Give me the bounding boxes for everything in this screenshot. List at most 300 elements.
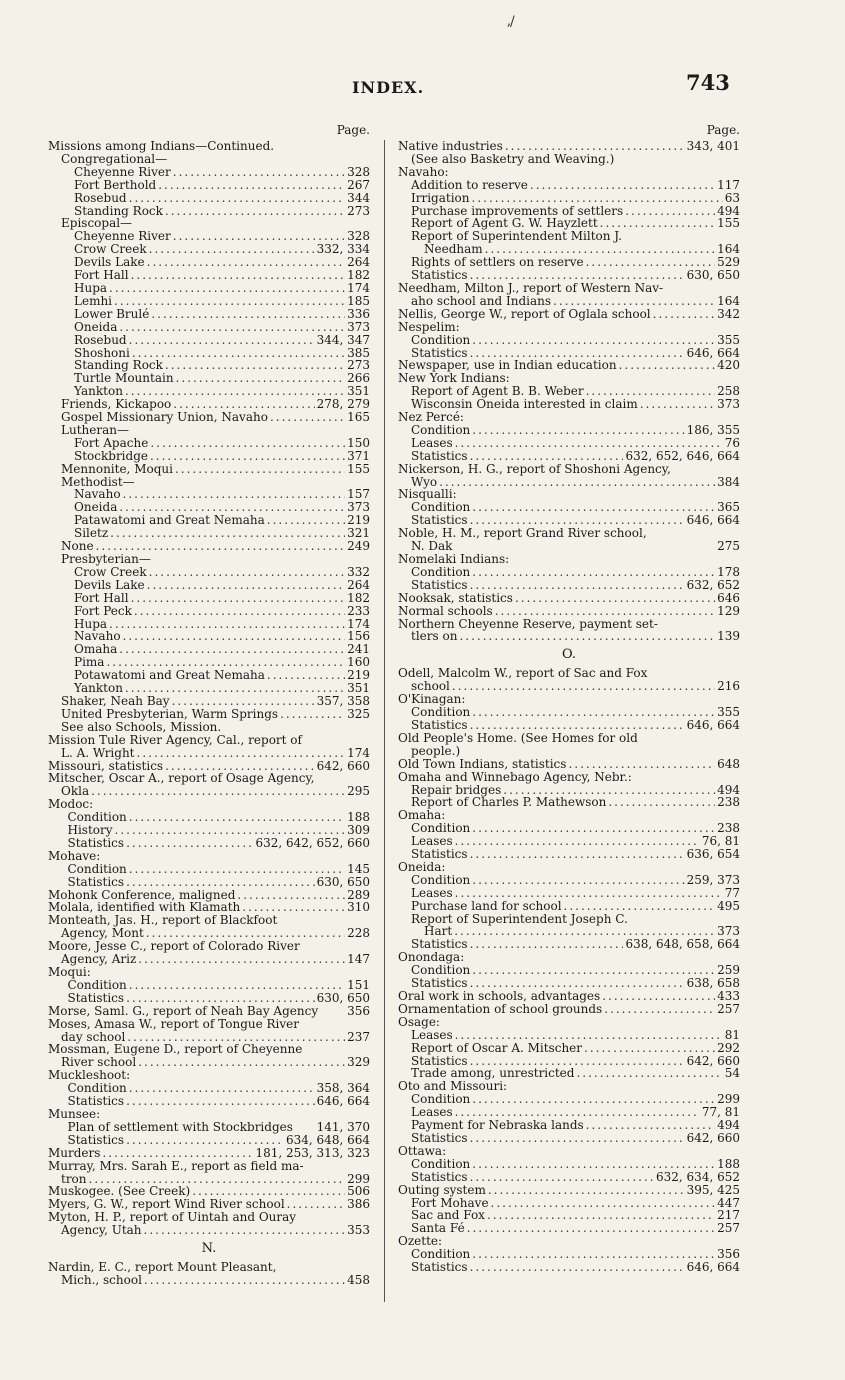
index-entry	[398, 334, 740, 347]
entry-page: 160	[347, 655, 370, 670]
entry-text: Leases	[411, 834, 453, 849]
index-entry	[48, 1018, 370, 1031]
entry-page: 646, 664	[686, 717, 740, 732]
entry-page: 358, 364	[316, 1081, 370, 1096]
leader-dots	[470, 450, 624, 463]
leader-dots	[472, 964, 715, 977]
entry-text: Normal schools	[398, 603, 493, 618]
entry-page: 292	[717, 1040, 740, 1055]
index-entry	[398, 732, 740, 745]
entry-page: 77, 81	[701, 1105, 740, 1120]
leader-dots	[150, 450, 345, 463]
entry-text: Oral work in schools, advantages	[398, 989, 601, 1003]
index-entry	[48, 166, 370, 179]
index-entry	[398, 140, 740, 153]
index-entry	[398, 796, 740, 809]
index-entry	[48, 992, 370, 1005]
entry-page: 632, 642, 652, 660	[255, 835, 370, 850]
entry-text: Omaha	[74, 642, 118, 657]
leader-dots	[149, 566, 345, 579]
entry-page: 181, 253, 313, 323	[255, 1145, 370, 1160]
entry-text: Hupa	[74, 616, 108, 631]
entry-text: Moore, Jesse C., report of Colorado River	[48, 939, 300, 954]
entry-page: 174	[347, 616, 370, 631]
entry-text: Nomelaki Indians:	[398, 552, 510, 566]
entry-page: 329	[347, 1055, 370, 1070]
entry-text: Yankton	[74, 384, 123, 399]
entry-page: 529	[717, 255, 740, 270]
entry-text: Crow Creek	[74, 564, 147, 579]
leader-dots	[144, 1224, 346, 1237]
entry-text: Statistics	[411, 345, 468, 360]
leader-dots	[564, 900, 716, 913]
entry-page: 494	[717, 203, 740, 218]
leader-dots	[455, 1029, 723, 1042]
entry-page: 267	[347, 177, 370, 192]
entry-text: Standing Rock	[74, 203, 163, 218]
entry-text: Statistics	[411, 717, 468, 732]
entry-page: 76, 81	[701, 834, 740, 849]
entry-text: Modoc:	[48, 797, 94, 812]
entry-text: Oneida	[74, 500, 118, 515]
entry-page: 182	[347, 590, 370, 605]
entry-page: 344, 347	[316, 332, 370, 347]
leader-dots	[144, 1274, 345, 1287]
leader-dots	[267, 514, 345, 527]
leader-dots	[472, 192, 723, 205]
entry-text: Northern Cheyenne Reserve, payment set-	[398, 616, 658, 631]
entry-page: 642, 660	[686, 1130, 740, 1145]
index-entry	[48, 153, 370, 166]
leader-dots	[131, 592, 346, 605]
index-entry	[398, 719, 740, 732]
index-entry	[48, 1005, 370, 1018]
leader-dots	[147, 579, 345, 592]
entry-text: school	[411, 679, 450, 694]
index-entry	[48, 824, 370, 837]
leader-dots	[176, 372, 346, 385]
leader-dots	[147, 256, 345, 269]
entry-page: 266	[347, 371, 370, 386]
entry-text: Congregational—	[61, 151, 168, 166]
leader-dots	[455, 887, 723, 900]
entry-text: Siletz	[74, 526, 109, 541]
entry-page: 642, 660	[316, 758, 370, 773]
entry-text: Potawatomi and Great Nemaha	[74, 668, 265, 683]
leader-dots	[123, 488, 346, 501]
entry-text: Crow Creek	[74, 242, 147, 257]
leader-dots	[495, 605, 715, 618]
index-entry	[48, 321, 370, 334]
entry-text: Sac and Fox	[411, 1208, 485, 1223]
index-entry	[398, 579, 740, 592]
index-entry	[398, 1184, 740, 1197]
entry-text: Santa Fé	[411, 1221, 465, 1236]
leader-dots	[129, 192, 345, 205]
leader-dots	[608, 796, 715, 809]
page-number: 743	[686, 70, 730, 95]
entry-text: people.)	[411, 743, 461, 758]
entry-page: 433	[717, 989, 740, 1003]
entry-text: Outing system	[398, 1182, 486, 1197]
page-mark-left: ʼ	[506, 22, 511, 38]
entry-text: Oneida	[74, 319, 118, 334]
entry-text: Statistics	[411, 577, 468, 592]
entry-text: tron	[61, 1171, 87, 1186]
entry-page: 336	[347, 306, 370, 321]
entry-text: Patawatomi and Great Nemaha	[74, 513, 265, 528]
leader-dots	[158, 179, 345, 192]
entry-text: Mich., school	[61, 1272, 142, 1287]
index-entry	[48, 553, 370, 566]
entry-page: 164	[717, 293, 740, 308]
index-entry	[398, 771, 740, 784]
index-entry	[48, 179, 370, 192]
index-entry	[48, 295, 370, 308]
entry-page: 638, 658	[686, 976, 740, 991]
entry-text: Trade among, unrestricted	[411, 1066, 575, 1081]
entry-text: aho school and Indians	[411, 293, 552, 308]
leader-dots	[126, 1134, 284, 1147]
index-entry	[398, 887, 740, 900]
leader-dots	[553, 295, 715, 308]
entry-text: Fort Hall	[74, 590, 129, 605]
entry-text: Missions among Indians—Continued.	[48, 139, 275, 153]
leader-dots	[134, 605, 345, 618]
index-entry	[398, 900, 740, 913]
entry-text: Odell, Malcolm W., report of Sac and Fox	[398, 666, 648, 681]
entry-text: Condition	[67, 861, 127, 876]
index-entry	[48, 579, 370, 592]
entry-text: Condition	[411, 500, 471, 515]
index-entry	[48, 282, 370, 295]
entry-page: 299	[717, 1092, 740, 1107]
entry-text: Nellis, George W., report of Oglala school	[398, 306, 651, 321]
index-entry	[398, 295, 740, 308]
entry-page: 632, 652	[686, 577, 740, 592]
entry-text: Hart	[424, 924, 453, 939]
entry-page: 332, 334	[316, 242, 370, 257]
entry-page: 219	[347, 513, 370, 528]
leader-dots	[576, 1067, 722, 1080]
entry-page: 182	[347, 268, 370, 283]
entry-text: N. Dak	[411, 539, 453, 554]
entry-page: 353	[347, 1223, 370, 1238]
leader-dots	[119, 643, 345, 656]
entry-page: 356	[717, 1247, 740, 1262]
entry-text: tlers on	[411, 629, 458, 644]
entry-page: 328	[347, 164, 370, 179]
index-entry	[398, 1261, 740, 1274]
leader-dots	[270, 411, 345, 424]
entry-page: 188	[717, 1156, 740, 1171]
entry-page: 646, 664	[686, 345, 740, 360]
entry-page: 186, 355	[686, 422, 740, 437]
entry-page: 238	[717, 821, 740, 836]
index-entry	[398, 605, 740, 618]
entry-text: Statistics	[411, 448, 468, 463]
entry-text: Condition	[411, 564, 471, 579]
entry-page: 188	[347, 810, 370, 825]
entry-text: Condition	[411, 1092, 471, 1107]
entry-page: 145	[347, 861, 370, 876]
entry-page: 642, 660	[686, 1053, 740, 1068]
index-entry	[48, 863, 370, 876]
entry-page: 150	[347, 435, 370, 450]
leader-dots	[137, 747, 346, 760]
leader-dots	[91, 785, 345, 798]
entry-text: None	[61, 539, 94, 554]
entry-text: Noble, H. M., report Grand River school,	[398, 526, 647, 541]
entry-text: Condition	[411, 872, 471, 887]
entry-text: Navaho	[74, 629, 121, 644]
leader-dots	[619, 359, 716, 372]
entry-text: Onondaga:	[398, 950, 465, 965]
entry-page: 321	[347, 526, 370, 541]
entry-page: 332	[347, 564, 370, 579]
entry-text: Leases	[411, 1027, 453, 1042]
entry-page: 630, 650	[316, 990, 370, 1005]
entry-page: 156	[347, 629, 370, 644]
leader-dots	[129, 1082, 315, 1095]
entry-page: 275	[717, 539, 740, 554]
entry-text: Murders	[48, 1145, 101, 1160]
entry-page: 371	[347, 448, 370, 463]
leader-dots	[488, 1184, 685, 1197]
entry-text: Nez Percé:	[398, 410, 464, 425]
entry-text: Standing Rock	[74, 358, 163, 373]
entry-page: 344	[347, 190, 370, 205]
entry-page: 237	[347, 1029, 370, 1044]
leader-dots	[470, 719, 685, 732]
entry-text: Nisqualli:	[398, 487, 457, 502]
index-entry	[48, 1261, 370, 1274]
index-entry	[398, 566, 740, 579]
index-entry	[48, 437, 370, 450]
entry-text: Mohonk Conference, maligned	[48, 887, 236, 902]
entry-page: 141, 370	[316, 1119, 370, 1134]
entry-text: Native industries	[398, 139, 503, 153]
entry-text: Addition to reserve	[411, 177, 528, 192]
entry-page: 63	[724, 190, 740, 205]
leader-dots	[472, 706, 715, 719]
index-entry	[48, 1160, 370, 1173]
leader-dots	[439, 476, 715, 489]
leader-dots	[472, 874, 684, 887]
leader-dots	[129, 979, 345, 992]
entry-text: Condition	[411, 422, 471, 437]
page-mark-top: /	[510, 14, 515, 30]
leader-dots	[530, 179, 715, 192]
entry-page: 273	[347, 358, 370, 373]
entry-page: 646	[717, 590, 740, 605]
index-entry	[48, 1147, 370, 1160]
leader-dots	[126, 876, 315, 889]
entry-page: 386	[347, 1197, 370, 1212]
entry-text: Condition	[411, 705, 471, 720]
entry-text: Condition	[411, 1247, 471, 1262]
index-entry	[398, 1042, 740, 1055]
index-entry	[398, 153, 740, 166]
entry-page: 638, 648, 658, 664	[625, 937, 740, 952]
entry-text: Gospel Missionary Union, Navaho	[61, 410, 268, 425]
entry-text: Report of Oscar A. Mitscher	[411, 1040, 583, 1055]
index-column-left	[48, 120, 370, 1287]
entry-page: 157	[347, 487, 370, 502]
leader-dots	[584, 1042, 715, 1055]
index-entry	[48, 747, 370, 760]
entry-page: 81	[724, 1027, 740, 1042]
entry-page: 129	[717, 603, 740, 618]
entry-text: Purchase land for school	[411, 898, 562, 913]
entry-page: 151	[347, 977, 370, 992]
index-entry	[398, 745, 740, 758]
entry-text: Myton, H. P., report of Uintah and Ouray	[48, 1210, 297, 1225]
entry-text: Condition	[67, 977, 127, 992]
entry-page: 216	[717, 679, 740, 694]
leader-dots	[640, 398, 715, 411]
entry-text: Nickerson, H. G., report of Shoshoni Agency,	[398, 461, 671, 476]
index-entry	[48, 1108, 370, 1121]
entry-text: Devils Lake	[74, 577, 145, 592]
entry-text: Shaker, Neah Bay	[61, 693, 170, 708]
entry-text: Wyo	[411, 474, 438, 489]
entry-text: O'Kinagan:	[398, 692, 466, 707]
entry-text: Myers, G. W., report Wind River school	[48, 1197, 285, 1212]
leader-dots	[472, 566, 715, 579]
entry-text: Rights of settlers on reserve	[411, 255, 584, 270]
entry-text: Statistics	[411, 1169, 468, 1184]
entry-text: Friends, Kickapoo	[61, 397, 172, 412]
entry-page: 219	[347, 668, 370, 683]
index-entry	[398, 1145, 740, 1158]
entry-text: Statistics	[67, 1132, 125, 1147]
entry-text: Oneida:	[398, 859, 446, 874]
entry-page: 259	[717, 963, 740, 978]
entry-page: 646, 664	[686, 513, 740, 528]
entry-text: Agency, Ariz	[61, 952, 137, 967]
index-entry	[48, 192, 370, 205]
entry-text: Leases	[411, 885, 453, 900]
entry-page: 155	[347, 461, 370, 476]
leader-dots	[237, 889, 345, 902]
index-entry	[398, 848, 740, 861]
entry-page: 373	[717, 397, 740, 412]
entry-text: Payment for Nebraska lands	[411, 1118, 584, 1133]
entry-text: Cheyenne River	[74, 229, 171, 244]
entry-page: 646, 664	[316, 1094, 370, 1109]
entry-text: Monteath, Jas. H., report of Blackfoot	[48, 913, 278, 928]
entry-page: 278, 279	[316, 397, 370, 412]
entry-text: Statistics	[411, 1260, 468, 1275]
entry-text: Old People's Home. (See Homes for old	[398, 730, 638, 745]
entry-text: Condition	[67, 1081, 127, 1096]
entry-text: Turtle Mountain	[74, 371, 174, 386]
entry-page: 238	[717, 795, 740, 810]
entry-page: 174	[347, 745, 370, 760]
leader-dots	[472, 1093, 715, 1106]
leader-dots	[129, 863, 345, 876]
entry-page: 54	[724, 1066, 740, 1081]
entry-page: 164	[717, 242, 740, 257]
leader-dots	[653, 308, 715, 321]
leader-dots	[472, 1158, 715, 1171]
leader-dots	[110, 527, 345, 540]
entry-text: Condition	[411, 821, 471, 836]
entry-text: Repair bridges	[411, 782, 502, 797]
index-entries	[48, 140, 370, 1287]
entry-page: 373	[347, 319, 370, 334]
entry-text: Newspaper, use in Indian education	[398, 358, 617, 373]
column-divider	[384, 140, 385, 1302]
leader-dots	[467, 1222, 715, 1235]
entry-text: Irrigation	[411, 190, 470, 205]
entry-text: History	[67, 823, 113, 838]
entry-text: Ottawa:	[398, 1143, 447, 1158]
index-entry	[398, 592, 740, 605]
index-entry	[48, 450, 370, 463]
entry-text: Hupa	[74, 280, 108, 295]
leader-dots	[487, 1209, 715, 1222]
index-entry	[48, 953, 370, 966]
entry-text: Mission Tule River Agency, Cal., report of	[48, 732, 302, 747]
leader-dots	[515, 592, 715, 605]
entry-page: 384	[717, 474, 740, 489]
entry-text: Plan of settlement with Stockbridges	[67, 1119, 293, 1134]
entry-text: Old Town Indians, statistics	[398, 756, 567, 771]
index-entry	[398, 553, 740, 566]
entry-text: Fort Berthold	[74, 177, 157, 192]
leader-dots	[505, 140, 685, 153]
index-entry	[398, 1132, 740, 1145]
index-entry	[48, 566, 370, 579]
index-entry	[398, 166, 740, 179]
entry-page: 648	[717, 756, 740, 771]
entry-page: 646, 664	[686, 1260, 740, 1275]
entry-page: 295	[347, 784, 370, 799]
entry-page: 356	[347, 1003, 370, 1018]
leader-dots	[280, 708, 345, 721]
index-entry	[48, 334, 370, 347]
entry-page: 117	[717, 177, 740, 192]
entry-page: 174	[347, 280, 370, 295]
leader-dots	[172, 695, 315, 708]
leader-dots	[123, 630, 346, 643]
leader-dots	[165, 205, 345, 218]
index-entry	[48, 1134, 370, 1147]
index-entry	[48, 140, 370, 153]
entry-page: 259, 373	[686, 872, 740, 887]
entry-text: Statistics	[67, 874, 125, 889]
index-entry	[398, 424, 740, 437]
entry-page: 420	[717, 358, 740, 373]
entry-text: Report of Superintendent Milton J.	[411, 229, 622, 244]
entry-text: Statistics	[411, 1130, 468, 1145]
entry-page: 217	[717, 1208, 740, 1223]
entry-text: Navaho	[74, 487, 121, 502]
entry-page: 264	[347, 255, 370, 270]
index-entry	[48, 708, 370, 721]
entry-text: Missouri, statistics	[48, 758, 164, 773]
leader-dots	[604, 1003, 715, 1016]
entry-text: Fort Apache	[74, 435, 149, 450]
leader-dots	[109, 618, 345, 631]
index-entry	[48, 837, 370, 850]
entry-text: Statistics	[411, 513, 468, 528]
entry-page: 494	[717, 782, 740, 797]
entry-text: Report of Superintendent Joseph C.	[411, 911, 628, 926]
leader-dots	[149, 243, 315, 256]
